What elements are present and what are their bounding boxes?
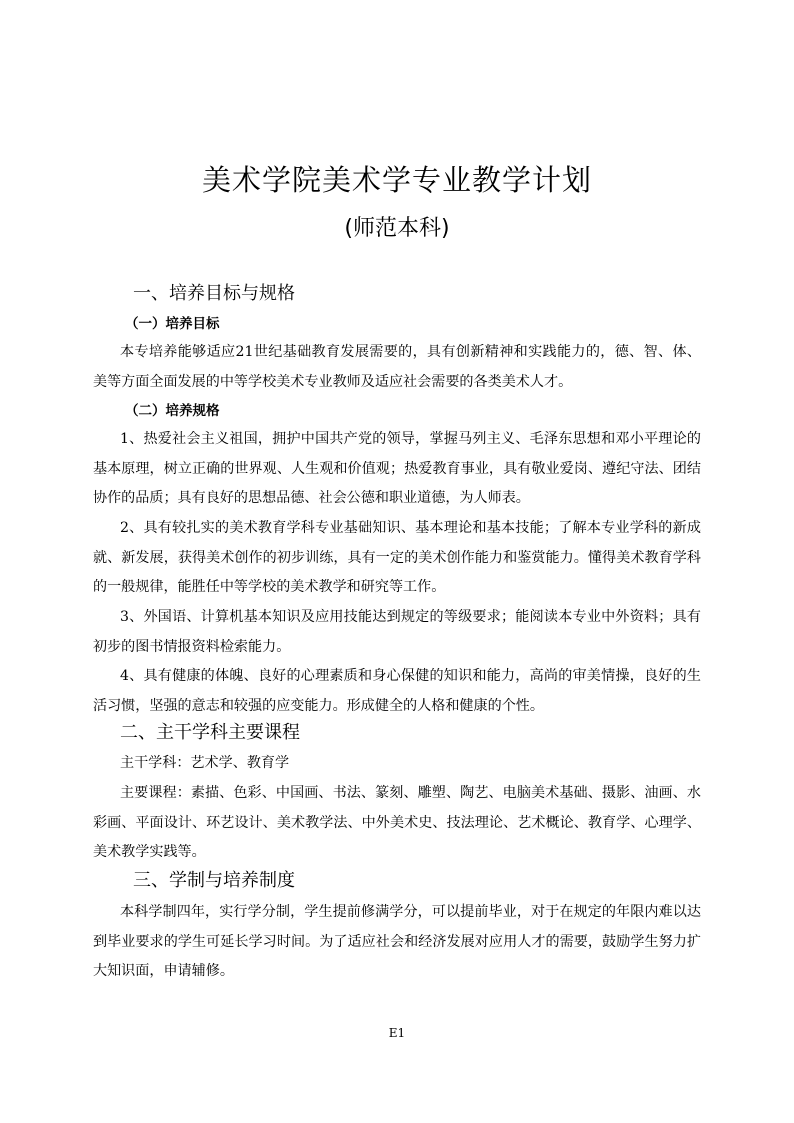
training-spec-item-3: 3、外国语、计算机基本知识及应用技能达到规定的等级要求；能阅读本专业中外资料；具有初步的图书情报资料检索能力。 [93,609,701,655]
document-subtitle: (师范本科) [344,216,450,241]
section1-sub1-heading: （一）培养目标 [125,316,220,332]
page-number: E1 [388,1026,406,1040]
main-discipline-line: 主干学科：艺术学、教育学 [120,755,290,771]
section3-paragraph: 本科学制四年，实行学分制，学生提前修满学分，可以提前毕业，对于在规定的年限内难以达到毕业要求的学生可延长学习时间。为了适应社会和经济发展对应用人才的需要，鼓励学生努力扩大知识面，申请辅修。 [93,904,701,980]
training-spec-item-2: 2、具有较扎实的美术教育学科专业基础知识、基本理论和基本技能；了解本专业学科的新成就、新发展，获得美术创作的初步训练，具有一定的美术创作能力和鉴赏能力。懂得美术教育学科的一般规律，能胜任中等学校的美术教学和研究等工作。 [93,520,701,596]
training-spec-item-1: 1、热爱社会主义祖国，拥护中国共产党的领导，掌握马列主义、毛泽东思想和邓小平理论的基本原理，树立正确的世界观、人生观和价值观；热爱教育事业，具有敬业爱岗、遵纪守法、团结协作的品质；具有良好的思想品德、社会公德和职业道德，为人师表。 [93,431,701,507]
section1-heading: 一、培养目标与规格 [133,283,295,304]
section2-heading: 二、主干学科主要课程 [120,722,300,743]
section1-sub2-heading: （二）培养规格 [125,403,220,419]
document-title: 美术学院美术学专业教学计划 [201,163,592,197]
section1-sub1-paragraph: 本专培养能够适应21世纪基础教育发展需要的，具有创新精神和实践能力的，德、智、体、美等方面全面发展的中等学校美术专业教师及适应社会需要的各类美术人才。 [93,344,701,390]
training-spec-item-4: 4、具有健康的体魄、良好的心理素质和身心保健的知识和能力，高尚的审美情操，良好的生活习惯，坚强的意志和较强的应变能力。形成健全的人格和健康的个性。 [93,668,701,714]
section3-heading: 三、学制与培养制度 [133,870,295,891]
main-courses-paragraph: 主要课程：素描、色彩、中国画、书法、篆刻、雕塑、陶艺、电脑美术基础、摄影、油画、水彩画、平面设计、环艺设计、美术教学法、中外美术史、技法理论、艺术概论、教育学、心理学、美术教学实践等。 [93,785,701,861]
